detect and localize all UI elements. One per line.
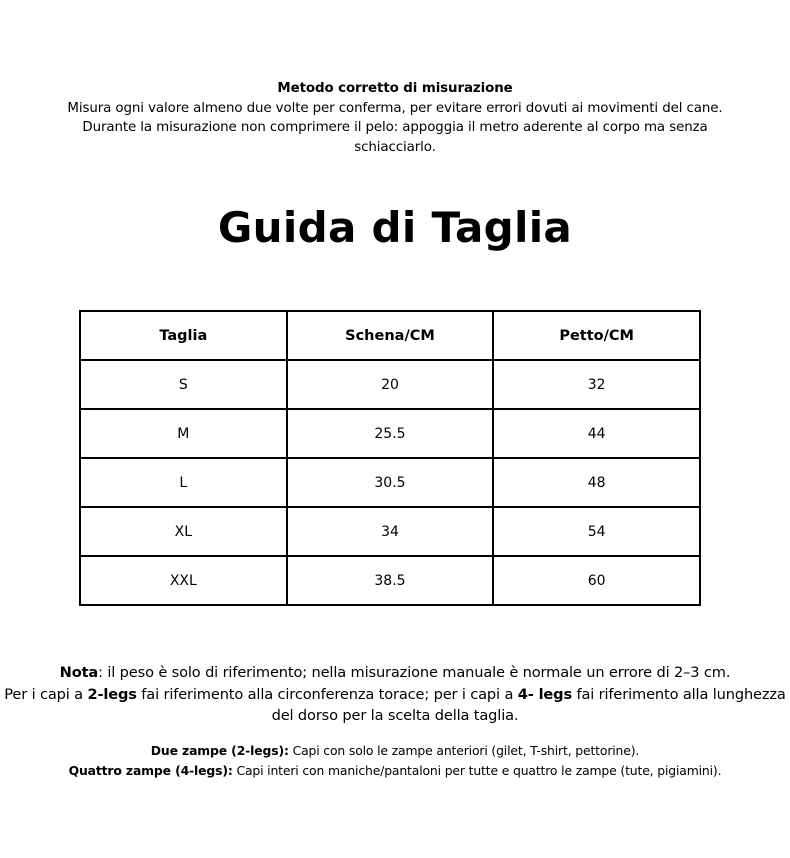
two-legs-text: Capi con solo le zampe anteriori (gilet, T-shirt, pettorine).	[288, 743, 640, 758]
note-text: fai riferimento alla circonferenza torace; per i capi a	[136, 685, 518, 703]
note-emphasis-2legs: 2-legs	[87, 685, 137, 703]
back-cell: 34	[287, 507, 494, 556]
two-legs-definition	[0, 741, 790, 761]
size-cell: XXL	[80, 556, 287, 605]
four-legs-definition	[0, 761, 790, 781]
note-emphasis-4legs: 4- legs	[517, 685, 573, 703]
size-cell: L	[80, 458, 287, 507]
instructions-line: schiacciarlo.	[354, 139, 436, 155]
instructions-line: Durante la misurazione non comprimere il pelo: appoggia il metro aderente al corpo ma senza	[82, 120, 708, 135]
column-header-chest: Petto/CM	[493, 311, 700, 360]
page-title: Guida di Taglia	[217, 203, 573, 252]
size-cell: XL	[80, 507, 287, 556]
legs-definitions	[0, 741, 790, 780]
chest-cell: 48	[493, 458, 700, 507]
chest-cell: 32	[493, 360, 700, 409]
chest-cell: 60	[493, 556, 700, 605]
back-cell: 38.5	[287, 556, 494, 605]
back-cell: 30.5	[287, 458, 494, 507]
size-chart-table	[79, 310, 701, 606]
note-text: fai riferimento alla lunghezza del dorso per la scelta della taglia.	[271, 685, 786, 724]
size-cell: S	[80, 360, 287, 409]
back-cell: 20	[287, 360, 494, 409]
instructions-title: Metodo corretto di misurazione	[277, 81, 513, 96]
instructions-line: Misura ogni valore almeno due volte per conferma, per evitare errori dovuti ai movimenti del cane.	[67, 100, 723, 116]
four-legs-text: Capi interi con maniche/pantaloni per tutte e quattro le zampe (tute, pigiamini).	[232, 762, 722, 778]
column-header-back: Schena/CM	[287, 311, 494, 360]
table-header-row	[80, 311, 700, 360]
chest-cell: 54	[493, 507, 700, 556]
table-row	[80, 360, 700, 409]
table-row	[80, 409, 700, 458]
two-legs-label: Due zampe (2-legs):	[150, 743, 289, 758]
table-row	[80, 458, 700, 507]
table-row	[80, 507, 700, 556]
note-text: : il peso è solo di riferimento; nella misurazione manuale è normale un errore di 2–3 cm.	[98, 664, 731, 681]
chest-cell: 44	[493, 409, 700, 458]
measurement-instructions	[20, 79, 770, 157]
four-legs-label: Quattro zampe (4-legs):	[68, 762, 233, 778]
size-cell: M	[80, 409, 287, 458]
note-text: Per i capi a	[4, 685, 88, 703]
note-label: Nota	[59, 664, 99, 681]
back-cell: 25.5	[287, 409, 494, 458]
column-header-size: Taglia	[80, 311, 287, 360]
note-paragraph	[0, 662, 790, 727]
table-row	[80, 556, 700, 605]
